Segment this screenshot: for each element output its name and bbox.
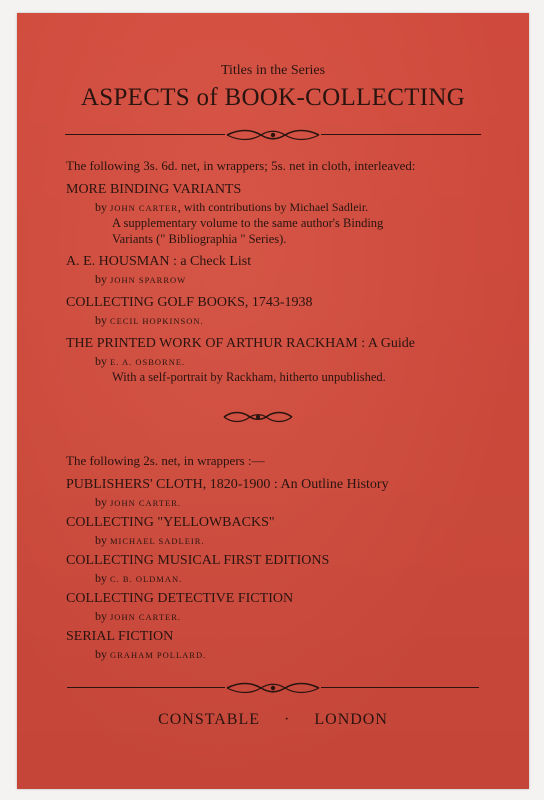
book-title: COLLECTING DETECTIVE FICTION xyxy=(66,591,294,606)
book-author-line: by C. B. OLDMAN. xyxy=(95,571,183,585)
book-author-line: by CECIL HOPKINSON. xyxy=(95,313,204,327)
publisher-name: CONSTABLE xyxy=(158,711,261,728)
book-back-cover xyxy=(17,13,529,789)
book-title: COLLECTING MUSICAL FIRST EDITIONS xyxy=(66,553,330,568)
book-author-line: by JOHN CARTER. xyxy=(95,495,181,509)
book-author-line: by JOHN CARTER. xyxy=(95,609,181,623)
book-title: COLLECTING "YELLOWBACKS" xyxy=(66,515,275,530)
book-title: THE PRINTED WORK OF ARTHUR RACKHAM : A Guide xyxy=(66,336,415,351)
series-label: Titles in the Series xyxy=(220,63,326,78)
separator-dot: · xyxy=(284,711,291,728)
book-note: Variants (" Bibliographia " Series). xyxy=(112,232,287,246)
publisher-city: LONDON xyxy=(314,711,388,728)
flourish-ornament-icon xyxy=(225,127,321,143)
book-author-line: by E. A. OSBORNE. xyxy=(95,354,186,368)
book-title: COLLECTING GOLF BOOKS, 1743-1938 xyxy=(66,295,313,310)
ornamental-rule-bottom xyxy=(67,680,479,696)
section2-intro: The following 2s. net, in wrappers :— xyxy=(66,453,265,468)
book-note: With a self-portrait by Rackham, hitherto unpublished. xyxy=(112,370,386,384)
book-author-line: by JOHN CARTER, with contributions by Michael Sadleir. xyxy=(95,200,369,214)
book-author-line: by JOHN SPARROW xyxy=(95,272,187,286)
book-title: PUBLISHERS' CLOTH, 1820-1900 : An Outline History xyxy=(66,477,389,492)
book-author: MICHAEL SADLEIR. xyxy=(110,536,205,546)
book-title: A. E. HOUSMAN : a Check List xyxy=(66,254,252,269)
flourish-ornament-icon xyxy=(225,680,321,696)
book-author: GRAHAM POLLARD. xyxy=(110,650,207,660)
book-author: C. B. OLDMAN. xyxy=(110,574,183,584)
book-author: E. A. OSBORNE. xyxy=(110,357,186,367)
book-note: A supplementary volume to the same author's Binding xyxy=(112,216,384,230)
book-author: CECIL HOPKINSON. xyxy=(110,316,204,326)
series-title: ASPECTS of BOOK-COLLECTING xyxy=(80,84,466,111)
book-title: MORE BINDING VARIANTS xyxy=(66,182,242,197)
flourish-ornament-icon xyxy=(222,409,294,425)
book-author: JOHN SPARROW xyxy=(110,275,187,285)
book-author-line: by MICHAEL SADLEIR. xyxy=(95,533,205,547)
publisher-imprint xyxy=(17,711,529,729)
ornamental-rule-top xyxy=(65,127,481,143)
section1-intro: The following 3s. 6d. net, in wrappers; 5s. net in cloth, interleaved: xyxy=(66,158,416,173)
book-author: JOHN CARTER. xyxy=(110,498,181,508)
book-title: SERIAL FICTION xyxy=(66,629,174,644)
book-author: JOHN CARTER. xyxy=(110,612,181,622)
book-author-line: by GRAHAM POLLARD. xyxy=(95,647,207,661)
book-author: JOHN CARTER xyxy=(110,203,178,213)
